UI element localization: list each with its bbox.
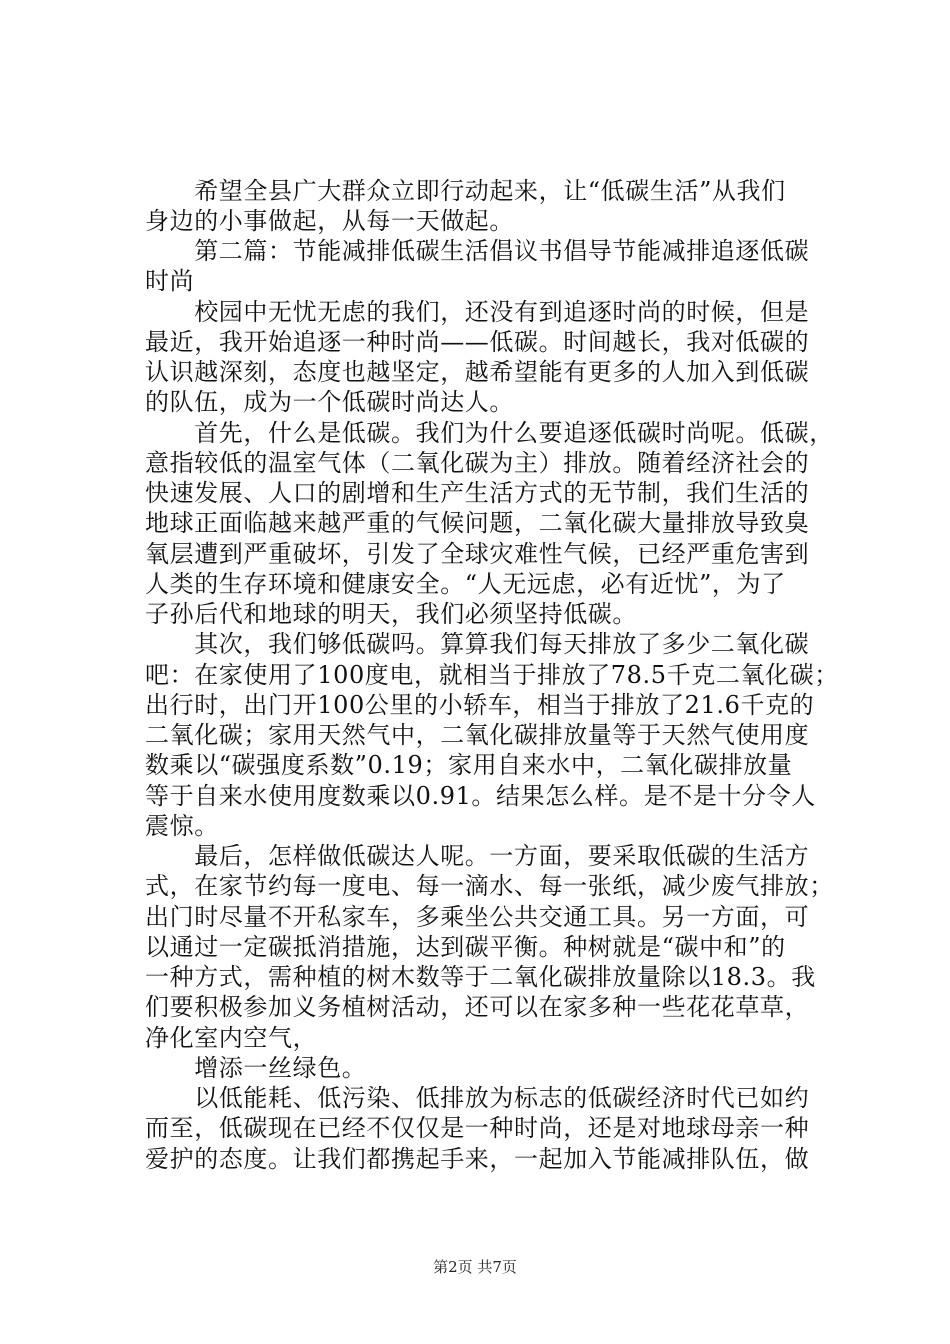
text-line: 最后，怎样做低碳达人呢。一方面，要采取低碳的生活方 xyxy=(145,842,810,870)
page-number-footer: 第2页 共7页 xyxy=(433,1258,517,1276)
text-line: 子孙后代和地球的明天，我们必须坚持低碳。 xyxy=(145,600,637,628)
text-line: 以通过一定碳抵消措施，达到碳平衡。种树就是“碳中和”的 xyxy=(145,933,786,961)
text-line: 校园中无忧无虑的我们，还没有到追逐时尚的时候，但是 xyxy=(145,298,810,326)
text-line: 地球正面临越来越严重的气候问题，二氧化碳大量排放导致臭 xyxy=(145,509,810,537)
text-line: 数乘以“碳强度系数”0.19；家用自来水中，二氧化碳排放量 xyxy=(145,751,793,779)
text-line: 净化室内空气， xyxy=(145,1024,318,1052)
text-line: 出门时尽量不开私家车，多乘坐公共交通工具。另一方面，可 xyxy=(145,903,810,931)
text-line: 吧：在家使用了100度电，就相当于排放了78.5千克二氧化碳； xyxy=(145,661,839,689)
text-line: 以低能耗、低污染、低排放为标志的低碳经济时代已如约 xyxy=(145,1084,810,1112)
text-line: 增添一丝绿色。 xyxy=(145,1054,367,1082)
section-heading: 第二篇：节能减排低碳生活倡议书倡导节能减排追逐低碳 xyxy=(145,237,810,265)
text-line: 氧层遭到严重破坏，引发了全球灾难性气候，已经严重危害到 xyxy=(145,540,810,568)
text-line: 其次，我们够低碳吗。算算我们每天排放了多少二氧化碳 xyxy=(145,630,810,658)
text-line: 爱护的态度。让我们都携起手来，一起加入节能减排队伍，做 xyxy=(145,1145,810,1173)
text-line: 式，在家节约每一度电、每一滴水、每一张纸，减少废气排放； xyxy=(145,872,834,900)
text-line: 希望全县广大群众立即行动起来，让“低碳生活”从我们 xyxy=(145,177,786,205)
text-line: 快速发展、人口的剧增和生产生活方式的无节制，我们生活的 xyxy=(145,479,810,507)
section-heading-cont: 时尚 xyxy=(145,267,195,295)
text-line: 等于自来水使用度数乘以0.91。结果怎么样。是不是十分令人 xyxy=(145,782,816,810)
text-line: 最近，我开始追逐一种时尚——低碳。时间越长，我对低碳的 xyxy=(145,328,810,356)
text-line: 意指较低的温室气体（二氧化碳为主）排放。随着经济社会的 xyxy=(145,449,810,477)
text-line: 们要积极参加义务植树活动，还可以在家多种一些花花草草， xyxy=(145,993,810,1021)
text-line: 人类的生存环境和健康安全。“人无远虑，必有近忧”，为了 xyxy=(145,570,786,598)
text-line: 二氧化碳；家用天然气中，二氧化碳排放量等于天然气使用度 xyxy=(145,721,810,749)
text-line: 而至，低碳现在已经不仅仅是一种时尚，还是对地球母亲一种 xyxy=(145,1114,810,1142)
text-line: 认识越深刻，态度也越坚定，越希望能有更多的人加入到低碳 xyxy=(145,358,810,386)
text-line: 一种方式，需种植的树木数等于二氧化碳排放量除以18.3。我 xyxy=(145,963,816,991)
text-line: 首先，什么是低碳。我们为什么要追逐低碳时尚呢。低碳， xyxy=(145,419,834,447)
text-line: 震惊。 xyxy=(145,812,219,840)
text-line: 身边的小事做起，从每一天做起。 xyxy=(145,207,514,235)
text-line: 出行时，出门开100公里的小轿车，相当于排放了21.6千克的 xyxy=(145,691,815,719)
text-line: 的队伍，成为一个低碳时尚达人。 xyxy=(145,388,514,416)
